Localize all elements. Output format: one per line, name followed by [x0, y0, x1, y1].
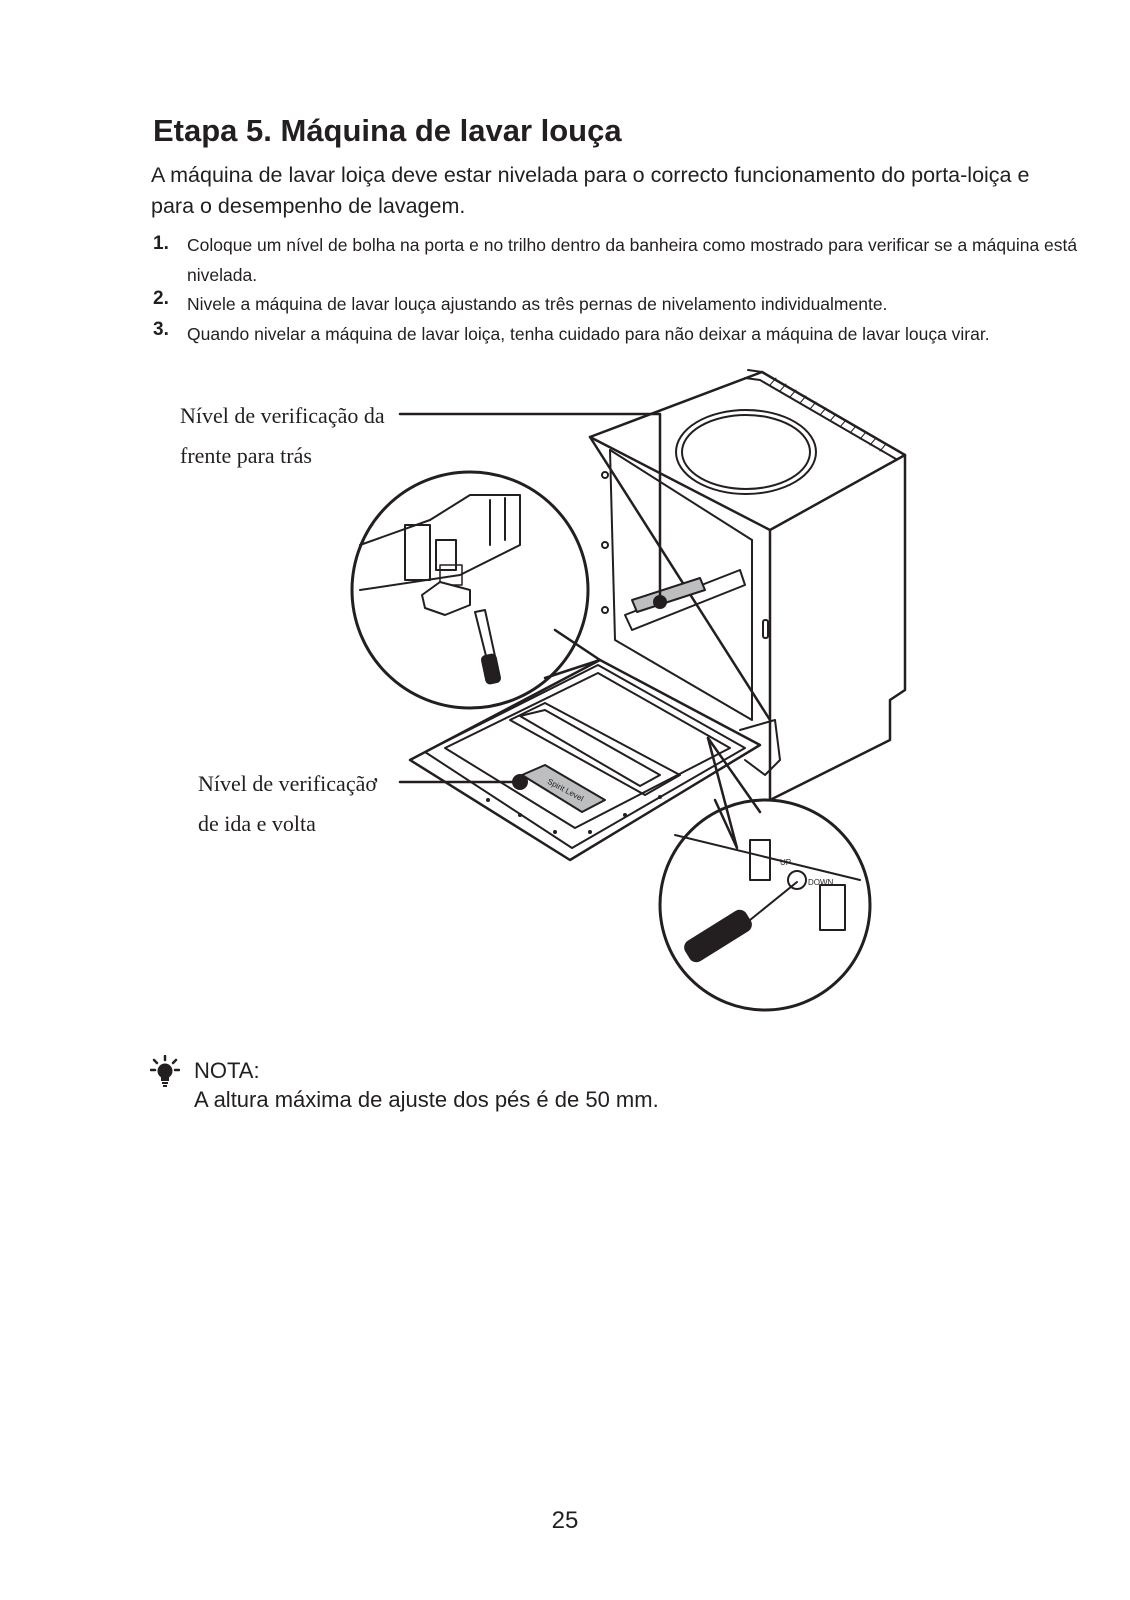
step-1-text: Coloque um nível de bolha na porta e no trilho dentro da banheira como mostrado para verificar se a máquina está nivelada. [187, 235, 1078, 285]
callout-front-back-line-1: Nível de verificação da [180, 403, 385, 428]
callout-front-back-line-2: frente para trás [180, 443, 312, 468]
page-title: Etapa 5. Máquina de lavar louça [153, 113, 622, 148]
page-number: 25 [551, 1507, 579, 1534]
step-3-number: 3. [153, 319, 169, 340]
step-2-text: Nivele a máquina de lavar louça ajustando as três pernas de nivelamento individualmente. [187, 294, 888, 314]
note-label: NOTA: [194, 1058, 260, 1083]
up-label: UP [780, 858, 792, 867]
step-3-text: Quando nivelar a máquina de lavar loiça, tenha cuidado para não deixar a máquina de lavar louça virar. [187, 324, 990, 344]
callout-side-line-2: de ida e volta [198, 811, 316, 836]
spirit-level-label: Spirit Level [545, 776, 585, 804]
intro-paragraph: A máquina de lavar loiça deve estar nivelada para o correcto funcionamento do porta-loiça e para o desempenho de lavagem. [151, 163, 1030, 218]
step-2-number: 2. [153, 288, 169, 309]
step-1-number: 1. [153, 233, 169, 254]
dishwasher-door [410, 660, 760, 860]
down-label: DOWN [808, 878, 834, 887]
zoom-circle-leg [352, 472, 600, 708]
note-text: A altura máxima de ajuste dos pés é de 50 mm. [194, 1087, 659, 1112]
dishwasher-body [590, 370, 905, 800]
callout-side-line-1: Nível de verificaçãơ [198, 771, 377, 796]
lightbulb-icon [150, 1055, 180, 1089]
